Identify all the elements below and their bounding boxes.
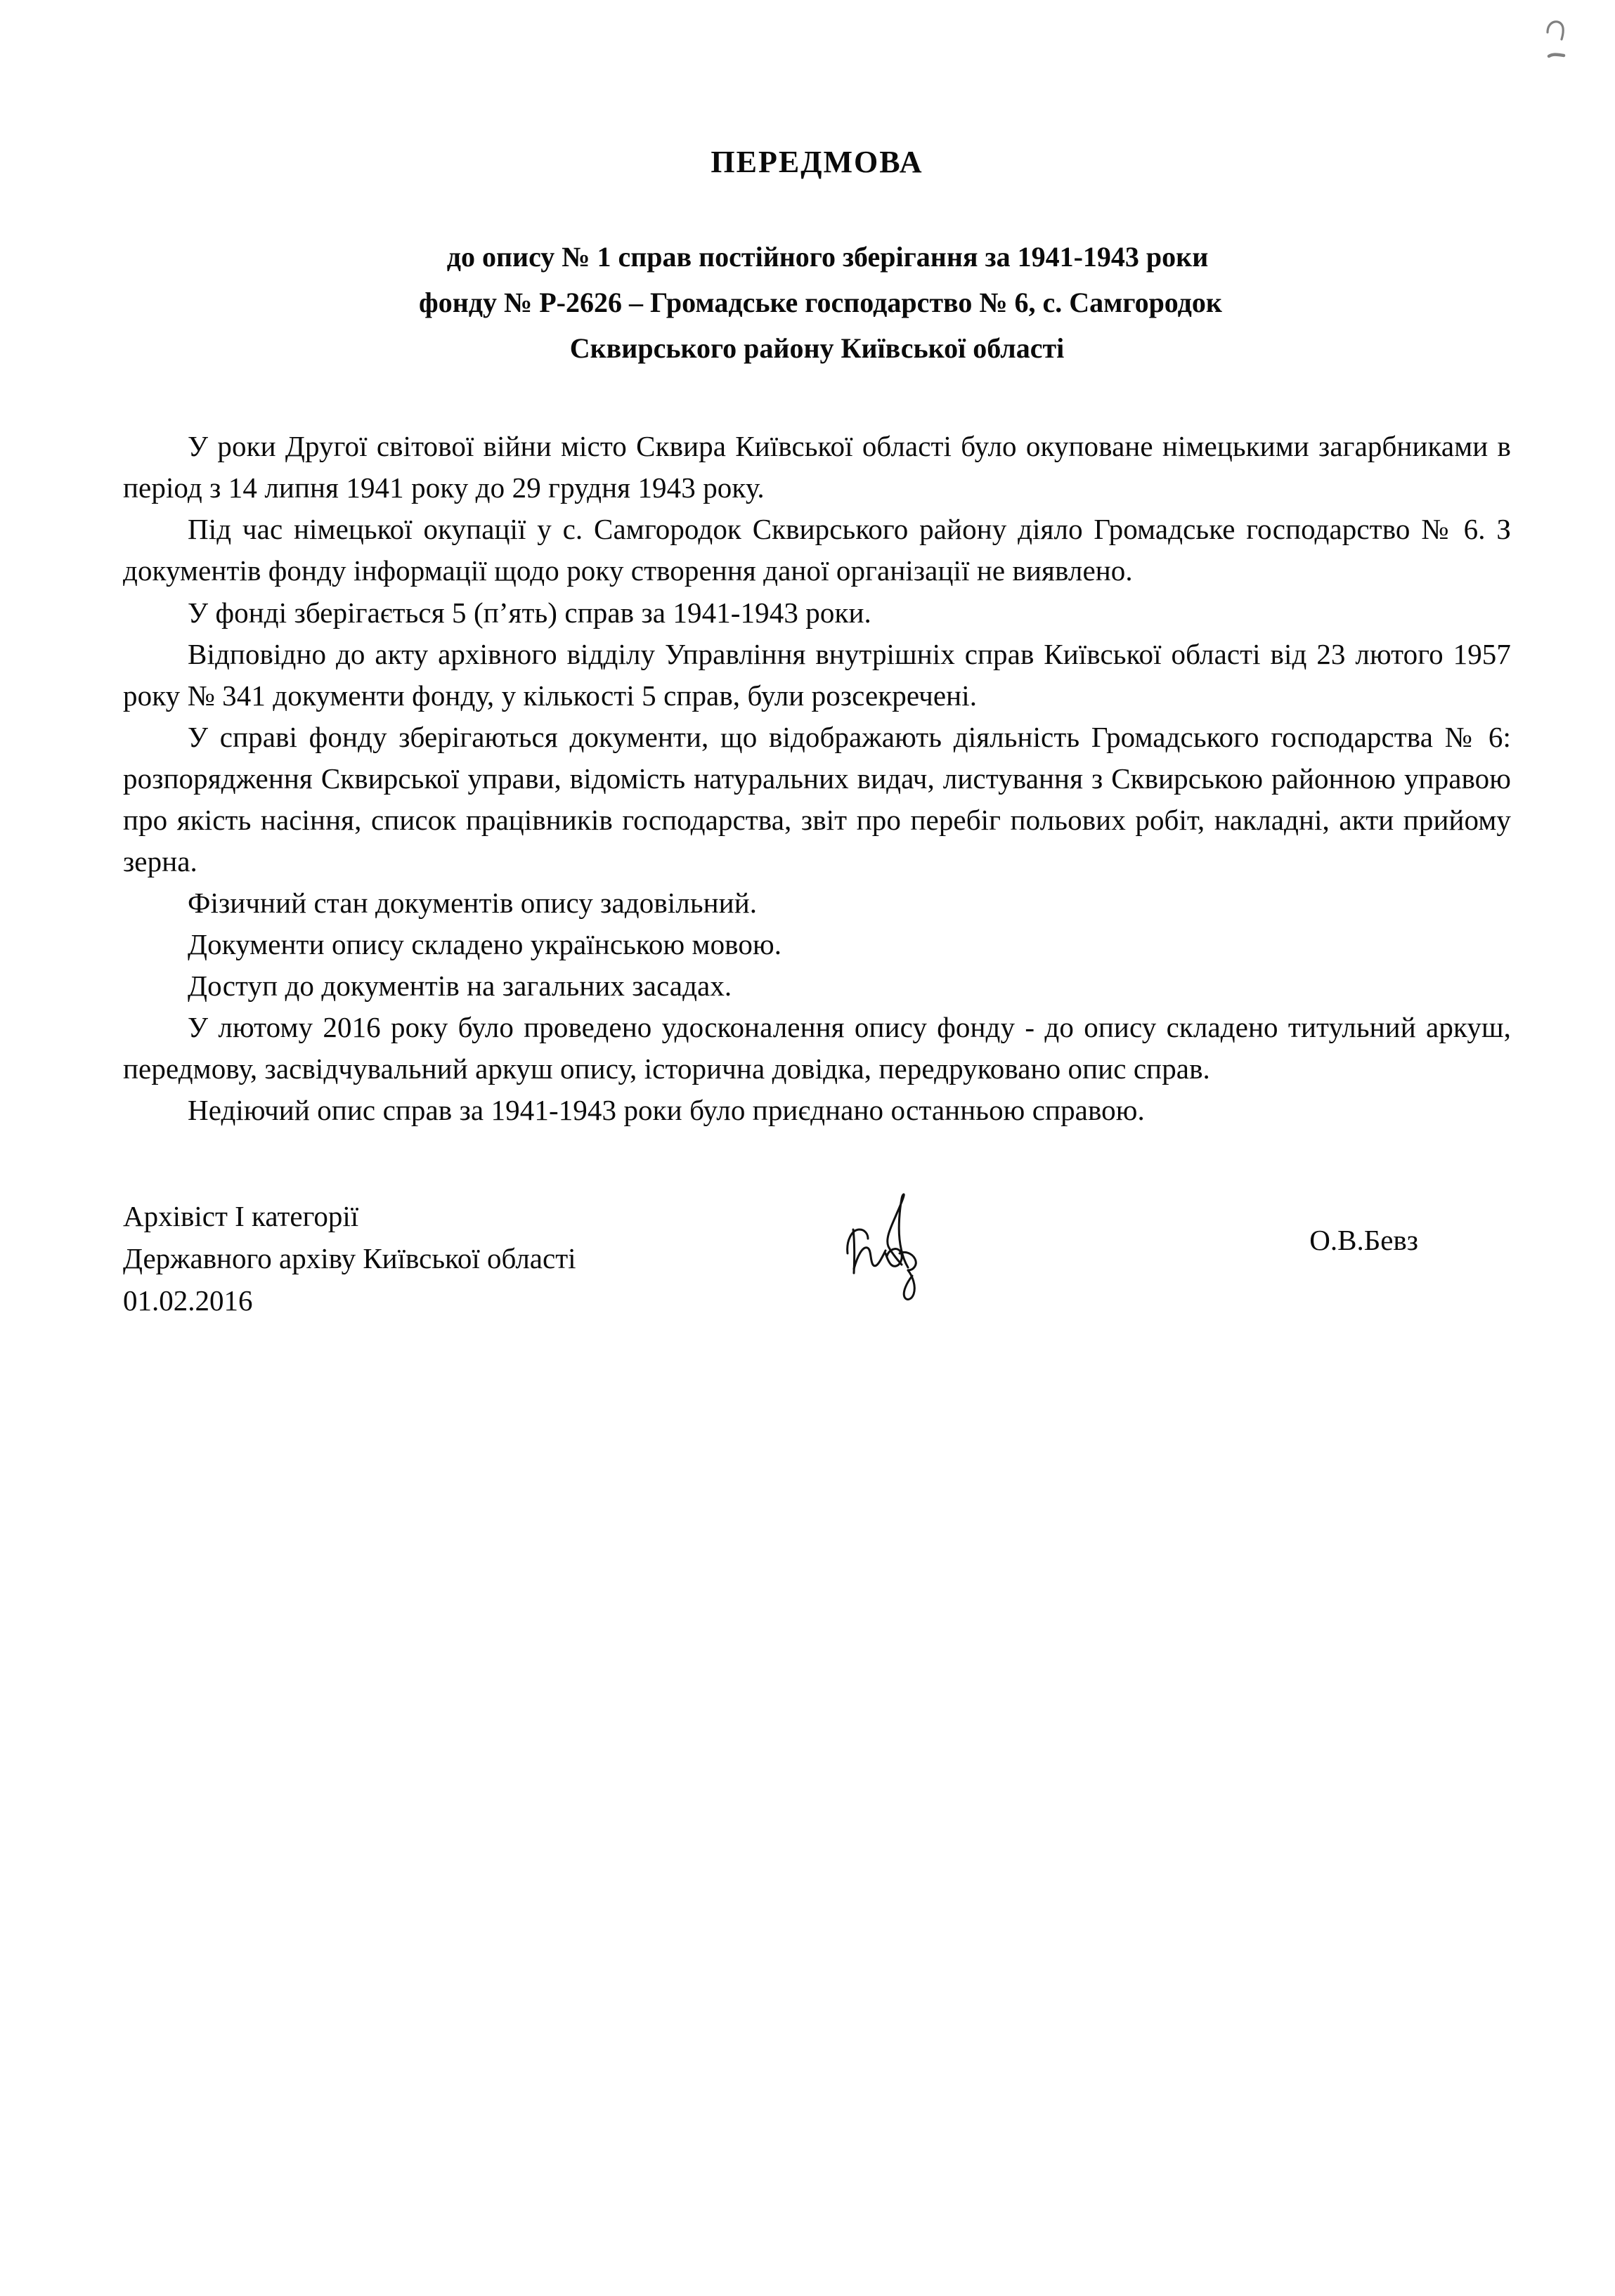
signature-date: 01.02.2016 bbox=[123, 1284, 253, 1317]
subtitle-line-1: до опису № 1 справ постійного зберігання за 1941-1943 роки bbox=[446, 241, 1209, 273]
paragraph: У справі фонду зберігаються документи, що відображають діяльність Громадського господарства № 6: розпорядження Сквирської управи, відомість натуральних видач, листування з Сквирською районною управою про якість насіння, список працівників господарства, звіт про перебіг польових робіт, накладні, акти прийому зерна. bbox=[123, 720, 1511, 878]
paragraph: Недіючий опис справ за 1941-1943 роки було приєднано останньою справою. bbox=[188, 1093, 1145, 1126]
paragraph: Фізичний стан документів опису задовільний. bbox=[188, 886, 758, 919]
document-content bbox=[123, 0, 1511, 1322]
signatory-role-line-2: Державного архіву Київської області bbox=[123, 1241, 576, 1274]
signatory-role-line-1: Архівіст І категорії bbox=[123, 1199, 359, 1232]
paragraph: У лютому 2016 року було проведено удосконалення опису фонду - до опису складено титульний аркуш, передмову, засвідчувальний аркуш опису, історична довідка, передруковано опис справ. bbox=[123, 1010, 1511, 1085]
paragraph: Під час німецької окупації у с. Самгородок Сквирського району діяло Громадське господарство № 6. З документів фонду інформації щодо року створення даної організації не виявлено. bbox=[123, 513, 1511, 587]
signatory-name: О.В.Бевз bbox=[1309, 1223, 1418, 1256]
handwritten-signature-icon bbox=[839, 1186, 980, 1309]
signature-block bbox=[123, 1131, 1511, 1322]
subtitle-line-2: фонду № Р-2626 – Громадське господарство № 6, с. Самгородок bbox=[419, 286, 1222, 318]
paragraph: Доступ до документів на загальних засадах. bbox=[188, 969, 732, 1002]
pencil-mark-icon bbox=[1538, 4, 1580, 67]
document-body bbox=[123, 371, 1511, 1131]
document-subtitle bbox=[123, 180, 1511, 371]
paragraph: У роки Другої світової війни місто Сквира Київської області було окуповане німецькими загарбниками в період з 14 липня 1941 року до 29 грудня 1943 року. bbox=[123, 430, 1511, 504]
signatory-role bbox=[123, 1196, 896, 1322]
paragraph: У фонді зберігається 5 (п’ять) справ за 1941-1943 роки. bbox=[188, 596, 871, 629]
subtitle-line-3: Сквирського району Київської області bbox=[569, 332, 1065, 364]
page-title: ПЕРЕДМОВА bbox=[711, 145, 923, 179]
paragraph: Документи опису складено українською мовою. bbox=[188, 927, 782, 960]
paragraph: Відповідно до акту архівного відділу Управління внутрішніх справ Київської області від 23 лютого 1957 року № 341 документи фонду, у кількості 5 справ, були розсекречені. bbox=[123, 637, 1511, 712]
